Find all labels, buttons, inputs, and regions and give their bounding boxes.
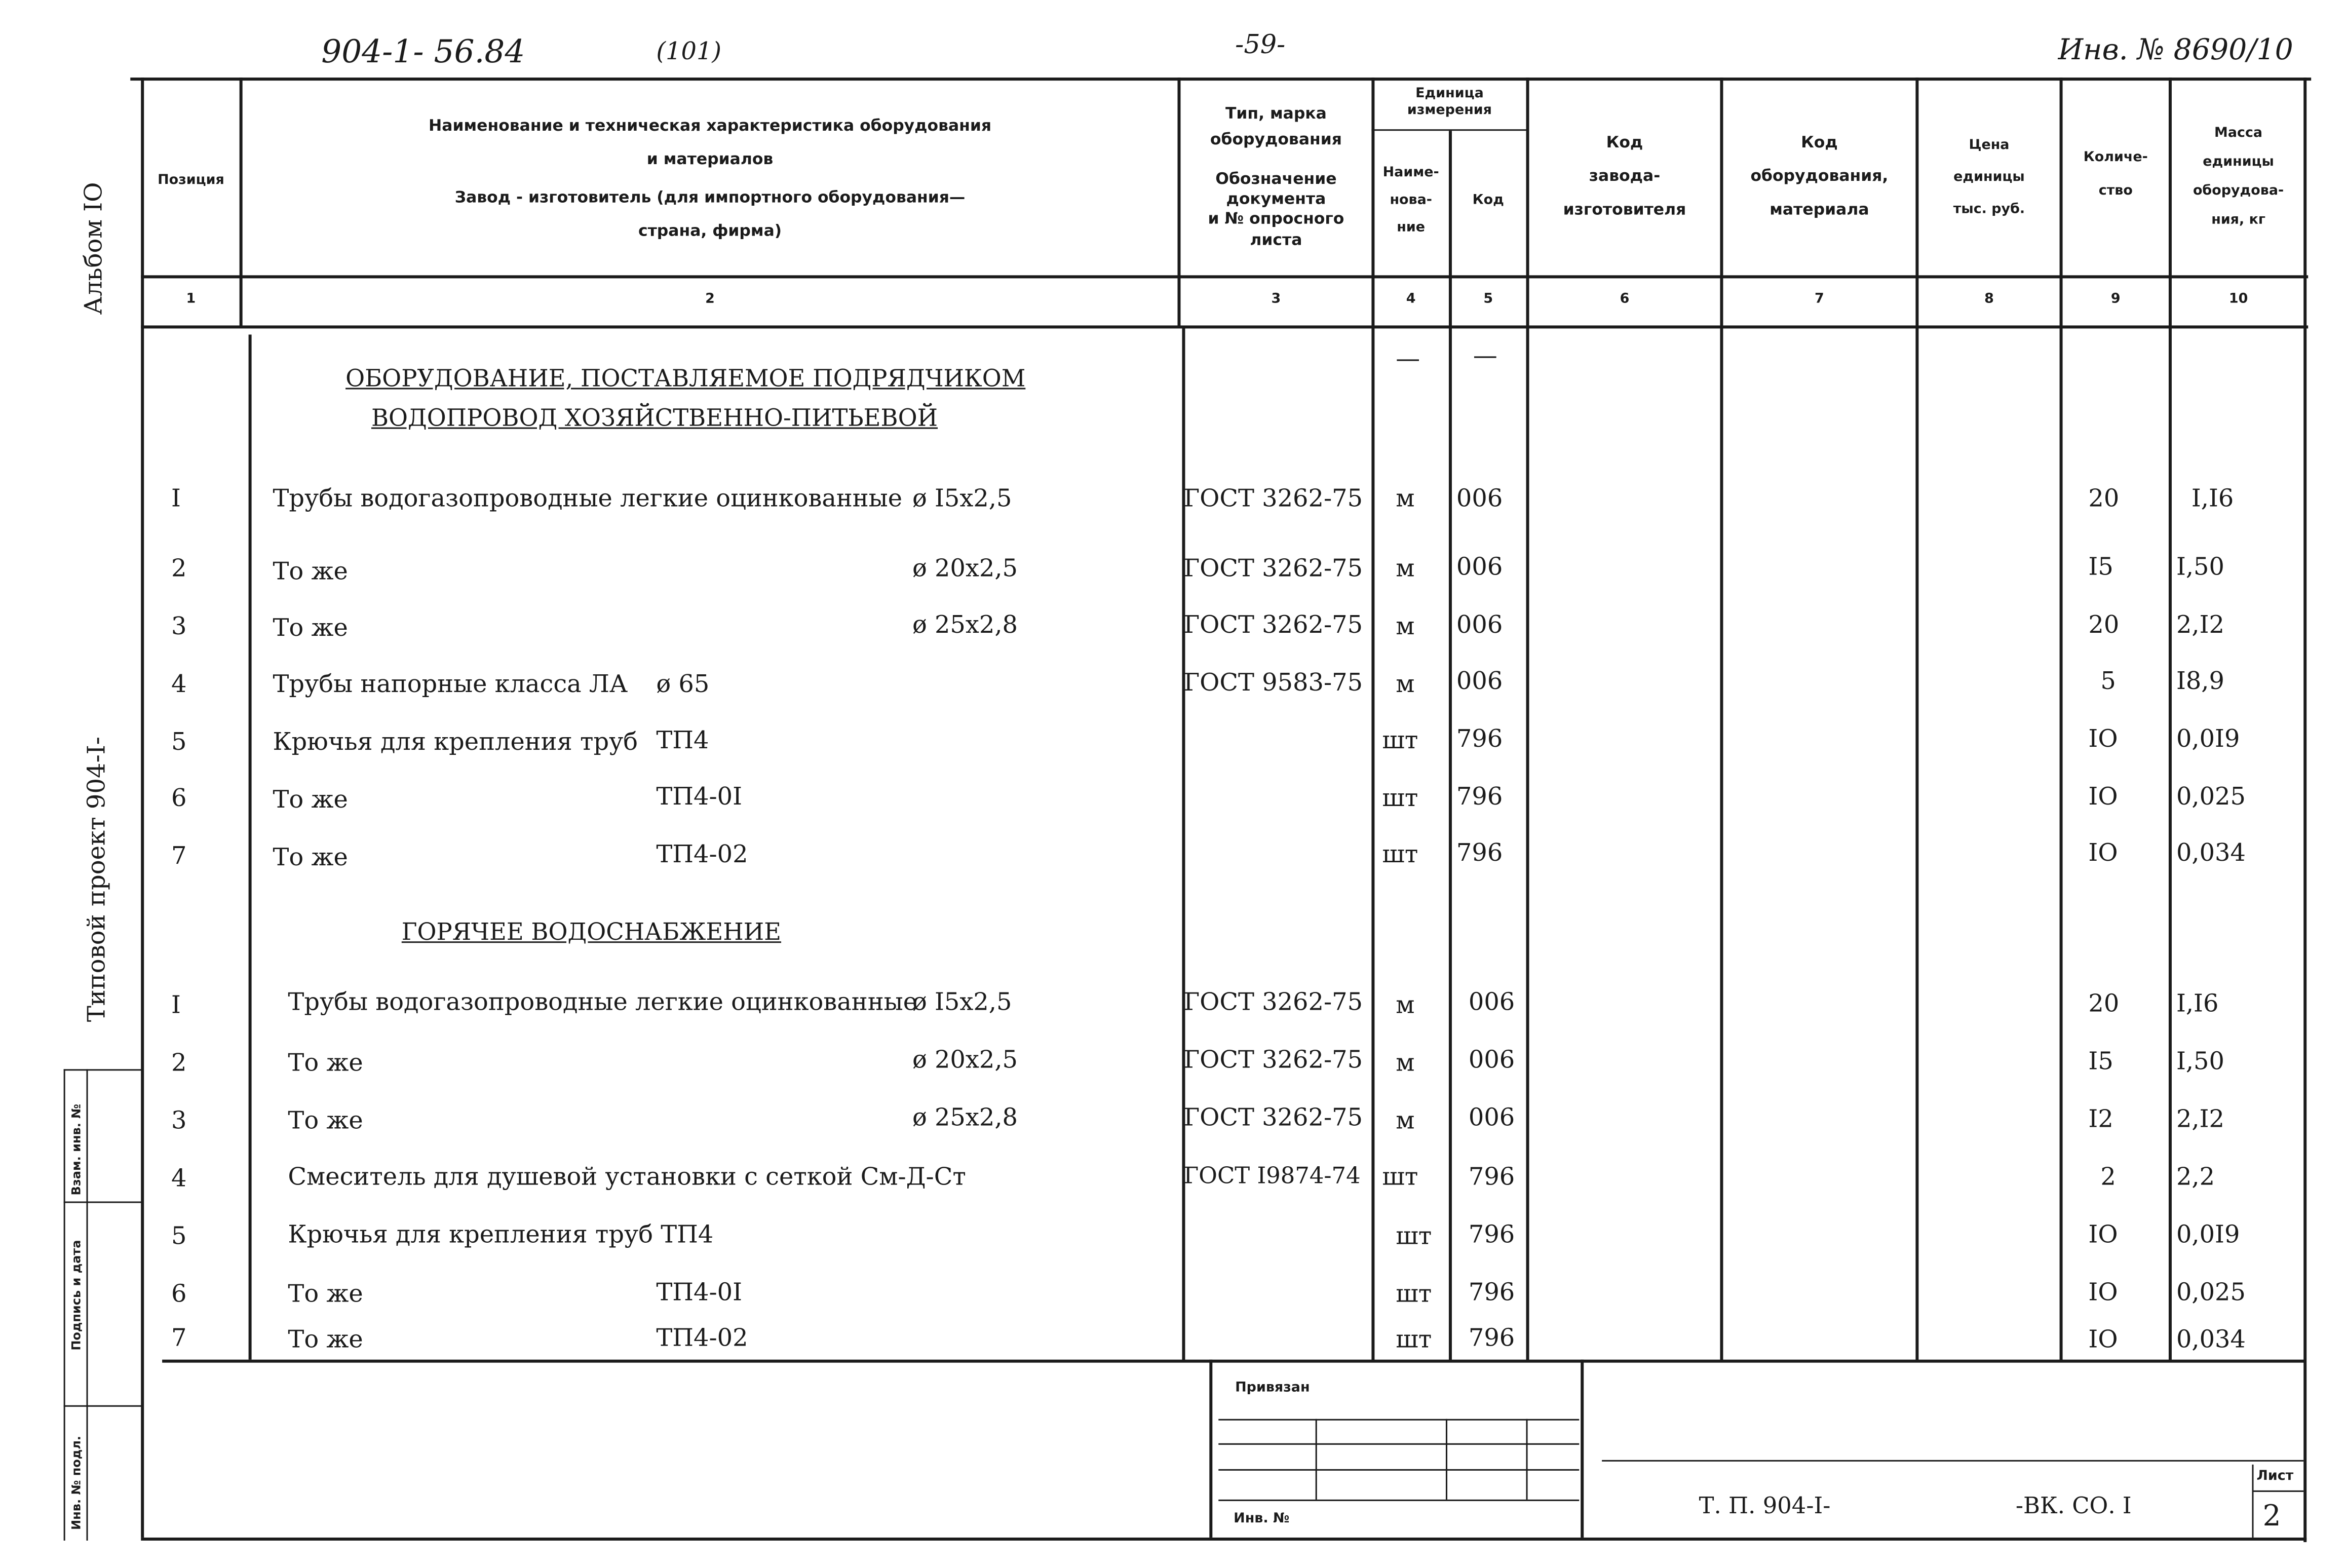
- table-row-unit: шт: [1382, 1162, 1418, 1191]
- table-row-qty: IO: [2088, 1277, 2118, 1307]
- unit-subheader-line: [1371, 129, 1526, 131]
- table-row-size: ТП4-02: [656, 1323, 748, 1352]
- header-factory-code-line1: Код: [1606, 134, 1643, 152]
- table-row-pos: 5: [171, 726, 187, 756]
- footer-grid-line: [1218, 1500, 1579, 1501]
- table-row-doc: ГОСТ 3262-75: [1183, 609, 1363, 639]
- table-row-name: То же: [273, 843, 348, 872]
- section-title-water-supply: ВОДОПРОВОД ХОЗЯЙСТВЕННО-ПИТЬЕВОЙ: [371, 404, 938, 432]
- table-row-unit: шт: [1382, 783, 1418, 813]
- table-row-unit: м: [1396, 483, 1415, 513]
- header-type-line5: и № опросного: [1208, 210, 1344, 228]
- table-row-doc: ГОСТ 3262-75: [1183, 1045, 1363, 1074]
- table-row-mass: I,I6: [2191, 483, 2234, 513]
- table-row-doc: ГОСТ 3262-75: [1183, 987, 1363, 1016]
- stamp-line: [64, 1069, 143, 1070]
- table-row-size: ø 20x2,5: [912, 1045, 1018, 1074]
- handwritten-page-no: -59-: [1235, 30, 1286, 61]
- table-row-pos: 3: [171, 611, 187, 640]
- table-row-mass: 2,I2: [2176, 1104, 2224, 1133]
- table-row-unit: шт: [1396, 1279, 1432, 1308]
- table-row-name: То же: [273, 613, 348, 642]
- frame-top: [130, 78, 2311, 81]
- header-type-line1: Тип, марка: [1225, 105, 1327, 124]
- col-number-1: 1: [186, 292, 196, 308]
- table-row-name: Трубы напорные класса ЛА: [273, 669, 628, 698]
- header-price-line1: Цена: [1969, 138, 2010, 154]
- table-row-mass: 2,I2: [2176, 609, 2224, 639]
- col-number-2: 2: [705, 292, 715, 308]
- header-unit-line2: измерения: [1407, 103, 1492, 119]
- col-line: [1526, 78, 1529, 1361]
- table-row-pos: 4: [171, 669, 187, 698]
- table-row-mass: I,50: [2176, 552, 2224, 581]
- col-line: [2060, 78, 2063, 1361]
- table-row-mass: 0,0I9: [2176, 723, 2240, 753]
- header-unit-code: Код: [1472, 193, 1504, 209]
- table-row-mass: 0,025: [2176, 781, 2246, 811]
- footer-doc-designation-right: -ВК. СО. I: [2015, 1491, 2132, 1519]
- table-row-qty: I2: [2088, 1104, 2113, 1133]
- table-row-size: ТП4-0I: [656, 1277, 743, 1307]
- section-title-hot-water: ГОРЯЧЕЕ ВОДОСНАБЖЕНИЕ: [401, 919, 782, 946]
- table-row-pos: 5: [171, 1221, 187, 1250]
- table-row-code: 006: [1456, 609, 1503, 639]
- table-row-mass: 0,0I9: [2176, 1219, 2240, 1249]
- table-row-size: ø I5x2,5: [912, 483, 1012, 513]
- side-album-label: Альбом IO: [79, 182, 108, 315]
- header-bottom-line: [141, 275, 2308, 278]
- table-row-doc: ГОСТ 3262-75: [1183, 553, 1363, 583]
- table-row-qty: IO: [2088, 1324, 2118, 1354]
- table-row-pos: 2: [171, 553, 187, 583]
- footer-inv-no-label: Инв. №: [1234, 1511, 1290, 1527]
- table-row-code: 796: [1468, 1162, 1515, 1191]
- table-row-size: ø 25x2,8: [912, 1102, 1018, 1132]
- col-number-6: 6: [1620, 292, 1630, 308]
- table-row-code: 006: [1456, 483, 1503, 513]
- footer-sheet-box-line: [2252, 1490, 2304, 1492]
- table-row-name: То же: [288, 1279, 363, 1308]
- footer-grid-line: [1218, 1469, 1579, 1471]
- table-row-doc: ГОСТ I9874-74: [1183, 1162, 1361, 1190]
- table-row-doc: ГОСТ 3262-75: [1183, 483, 1363, 513]
- table-row-pos: 4: [171, 1163, 187, 1193]
- table-row-code: 796: [1468, 1219, 1515, 1249]
- table-row-code: 006: [1468, 1102, 1515, 1132]
- footer-privyazan-label: Привязан: [1235, 1381, 1310, 1396]
- table-row-name: То же: [273, 556, 348, 586]
- frame-bottom: [141, 1538, 2306, 1541]
- col-number-7: 7: [1815, 292, 1824, 308]
- unit-dash: —: [1396, 343, 1420, 373]
- col-line: [249, 334, 252, 1359]
- header-unit-name-line2: нова-: [1390, 193, 1432, 209]
- table-row-unit: м: [1396, 553, 1415, 583]
- col-line: [1915, 78, 1918, 1361]
- table-row-pos: 2: [171, 1048, 187, 1077]
- table-row-size: ø 65: [656, 669, 710, 698]
- table-row-mass: 0,034: [2176, 838, 2246, 867]
- stamp-vzam-label: Взам. инв. №: [69, 1103, 84, 1196]
- table-row-name: Трубы водогазопроводные легкие оцинкованные: [273, 483, 903, 513]
- table-row-qty: 5: [2100, 666, 2116, 695]
- table-row-size: ø 20x2,5: [912, 553, 1018, 583]
- handwritten-inventory-no: Инв. № 8690/10: [2058, 33, 2293, 67]
- footer-line: [1581, 1360, 1584, 1538]
- header-price-line3: тыс. руб.: [1953, 202, 2025, 218]
- side-project-label: Типовой проект 904-I-: [82, 736, 111, 1022]
- table-row-unit: шт: [1396, 1221, 1432, 1250]
- table-row-mass: I8,9: [2176, 666, 2224, 695]
- header-mass-line2: единицы: [2203, 155, 2274, 171]
- col-number-9: 9: [2110, 292, 2121, 308]
- table-row-unit: м: [1396, 1048, 1415, 1077]
- table-row-qty: IO: [2088, 1219, 2118, 1249]
- col-number-4: 4: [1406, 292, 1416, 308]
- col-line: [1720, 78, 1723, 1361]
- table-row-code: 006: [1468, 1045, 1515, 1074]
- table-row-name: Смеситель для душевой установки с сеткой См-Д-Ст: [288, 1162, 966, 1191]
- header-price-line2: единицы: [1953, 170, 2025, 186]
- header-type-line2: оборудования: [1210, 131, 1342, 149]
- header-equip-code-line3: материала: [1770, 201, 1869, 219]
- header-factory-code-line3: изготовителя: [1563, 201, 1686, 219]
- handwritten-doc-code: 904-1- 56.84: [321, 33, 525, 70]
- table-row-name: То же: [273, 784, 348, 814]
- table-row-size: ТП4-0I: [656, 781, 743, 811]
- table-bottom-line: [162, 1360, 2305, 1363]
- col-number-3: 3: [1271, 292, 1281, 308]
- table-row-pos: 7: [171, 1323, 187, 1352]
- table-row-mass: I,50: [2176, 1046, 2224, 1076]
- header-name-line3: Завод - изготовитель (для импортного оборудования—: [454, 188, 966, 207]
- header-mass-line4: ния, кг: [2211, 213, 2265, 228]
- table-row-qty: 20: [2088, 609, 2120, 639]
- table-row-pos: 6: [171, 783, 187, 813]
- table-row-code: 796: [1456, 838, 1503, 867]
- header-name-line2: и материалов: [646, 150, 774, 169]
- table-row-name: Крючья для крепления труб ТП4: [288, 1219, 714, 1249]
- table-row-size: ТП4-02: [656, 839, 748, 869]
- stamp-inv-podl-label: Инв. № подл.: [69, 1436, 84, 1530]
- table-row-unit: шт: [1382, 725, 1418, 754]
- table-row-name: То же: [288, 1048, 363, 1077]
- table-row-code: 006: [1456, 666, 1503, 695]
- table-row-qty: IO: [2088, 838, 2118, 867]
- table-row-mass: 2,2: [2176, 1162, 2215, 1191]
- col-line: [1182, 327, 1185, 1361]
- table-row-pos: 6: [171, 1279, 187, 1308]
- table-row-code: 796: [1468, 1323, 1515, 1352]
- header-position: Позиция: [158, 173, 224, 189]
- header-type-line6: листа: [1250, 231, 1302, 250]
- header-name-line1: Наименование и техническая характеристика оборудования: [429, 117, 992, 136]
- table-row-unit: м: [1396, 990, 1415, 1019]
- footer-sheet-box-line: [2252, 1465, 2254, 1538]
- header-unit-name-line1: Наиме-: [1382, 166, 1439, 181]
- footer-grid-line: [1218, 1419, 1579, 1421]
- table-row-mass: 0,025: [2176, 1277, 2246, 1307]
- handwritten-sheet-no: (101): [656, 36, 722, 66]
- header-quantity-line2: ство: [2098, 184, 2133, 200]
- table-row-code: 796: [1456, 723, 1503, 753]
- footer-line: [1209, 1360, 1212, 1538]
- col-line: [2169, 78, 2172, 1361]
- table-row-unit: шт: [1382, 839, 1418, 869]
- table-row-doc: ГОСТ 9583-75: [1183, 667, 1363, 697]
- table-row-mass: I,I6: [2176, 988, 2219, 1018]
- table-row-qty: I5: [2088, 552, 2113, 581]
- table-row-pos: I: [171, 990, 181, 1019]
- header-mass-line1: Масса: [2214, 126, 2263, 142]
- table-row-code: 796: [1468, 1277, 1515, 1307]
- header-factory-code-line2: завода-: [1589, 167, 1661, 186]
- stamp-line: [64, 1069, 65, 1541]
- table-row-qty: IO: [2088, 781, 2118, 811]
- table-row-pos: I: [171, 483, 181, 513]
- footer-sheet-number: 2: [2262, 1499, 2281, 1533]
- table-row-name: Крючья для крепления труб: [273, 726, 638, 756]
- table-row-pos: 7: [171, 841, 187, 870]
- table-row-qty: IO: [2088, 723, 2118, 753]
- col-line: [1371, 78, 1374, 1361]
- table-row-size: ТП4: [656, 725, 709, 754]
- stamp-line: [64, 1405, 143, 1407]
- header-quantity-line1: Количе-: [2083, 150, 2148, 166]
- stamp-line: [87, 1069, 88, 1541]
- footer-grid-line: [1316, 1419, 1317, 1500]
- footer-sheet-label: Лист: [2256, 1469, 2294, 1484]
- footer-doc-designation-left: Т. П. 904-I-: [1699, 1491, 1831, 1519]
- table-row-unit: м: [1396, 669, 1415, 698]
- table-row-qty: I5: [2088, 1046, 2113, 1076]
- header-unit-line1: Единица: [1415, 87, 1484, 102]
- table-row-unit: м: [1396, 611, 1415, 640]
- footer-grid-line: [1446, 1419, 1447, 1500]
- stamp-line: [64, 1202, 143, 1203]
- code-dash: —: [1473, 340, 1497, 370]
- table-row-qty: 2: [2100, 1162, 2116, 1191]
- header-name-line4: страна, фирма): [638, 222, 782, 241]
- table-row-unit: м: [1396, 1105, 1415, 1135]
- table-row-mass: 0,034: [2176, 1324, 2246, 1354]
- table-row-code: 006: [1468, 987, 1515, 1016]
- table-row-unit: шт: [1396, 1324, 1432, 1354]
- number-row-line: [141, 325, 2308, 328]
- header-type-line3: Обозначение: [1215, 170, 1337, 189]
- stamp-podpis-label: Подпись и дата: [69, 1240, 84, 1351]
- table-row-pos: 3: [171, 1105, 187, 1135]
- header-equip-code-line2: оборудования,: [1750, 167, 1889, 186]
- table-row-name: Трубы водогазопроводные легкие оцинкованные: [288, 987, 918, 1016]
- footer-grid-line: [1218, 1443, 1579, 1445]
- header-unit-name-line3: ние: [1397, 220, 1426, 236]
- header-equip-code-line1: Код: [1801, 134, 1838, 152]
- table-row-size: ø 25x2,8: [912, 609, 1018, 639]
- footer-title-line: [1602, 1460, 2303, 1462]
- table-row-name: То же: [288, 1324, 363, 1354]
- footer-grid-line: [1526, 1419, 1528, 1500]
- table-row-name: То же: [288, 1105, 363, 1135]
- table-row-qty: 20: [2088, 483, 2120, 513]
- table-row-code: 796: [1456, 781, 1503, 811]
- section-title-contractor: ОБОРУДОВАНИЕ, ПОСТАВЛЯЕМОЕ ПОДРЯДЧИКОМ: [345, 365, 1026, 393]
- table-row-qty: 20: [2088, 988, 2120, 1018]
- table-row-size: ø I5x2,5: [912, 987, 1012, 1016]
- table-row-code: 006: [1456, 552, 1503, 581]
- col-line: [1449, 131, 1452, 1361]
- col-number-5: 5: [1483, 292, 1493, 308]
- col-number-8: 8: [1984, 292, 1994, 308]
- header-type-line4: документа: [1226, 190, 1326, 209]
- table-row-doc: ГОСТ 3262-75: [1183, 1102, 1363, 1132]
- col-number-10: 10: [2228, 292, 2248, 308]
- header-mass-line3: оборудова-: [2193, 184, 2284, 200]
